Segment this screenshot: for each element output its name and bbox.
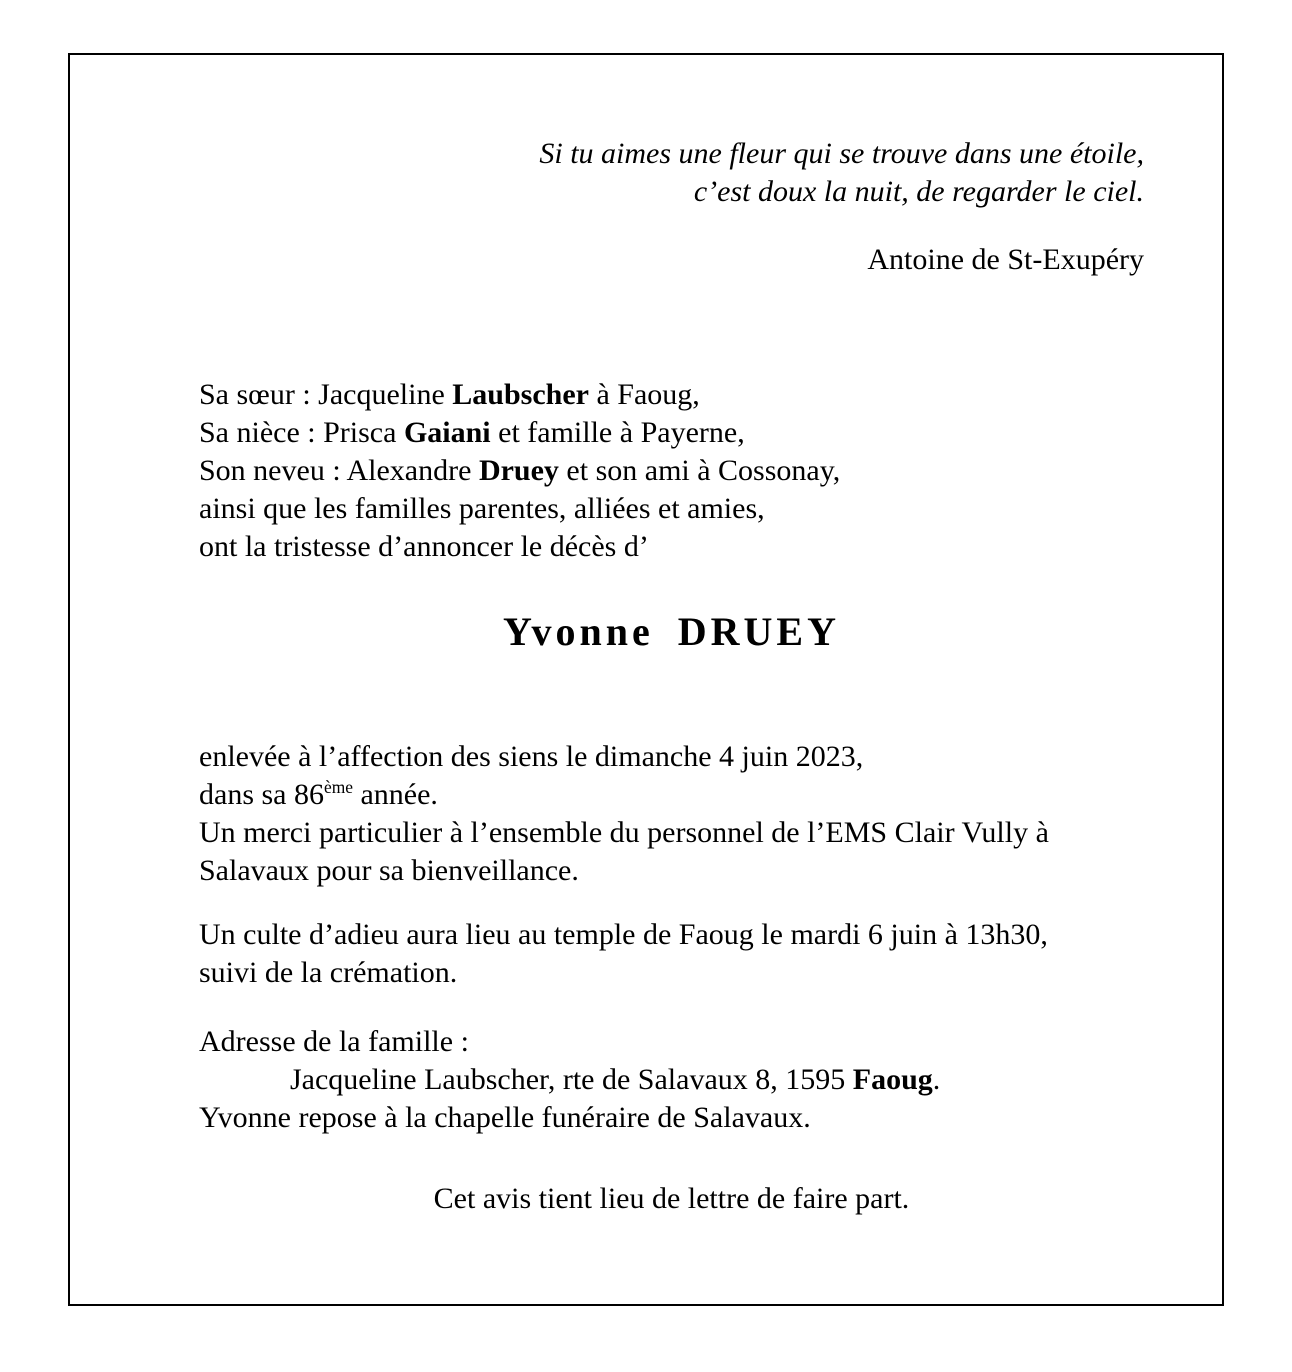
address-label: Adresse de la famille :	[199, 1025, 469, 1058]
family-line-niece-post: et famille à Payerne,	[490, 416, 745, 449]
announcement-age-line	[199, 776, 1144, 814]
family-line-nephew-post: et son ami à Cossonay,	[558, 454, 841, 487]
family-block	[199, 376, 1144, 566]
address-line	[199, 1061, 1144, 1099]
repose-line: Yvonne repose à la chapelle funéraire de Salavaux.	[199, 1101, 811, 1134]
quote-line-2: c’est doux la nuit, de regarder le ciel.	[693, 175, 1144, 208]
family-line-sister-post: à Faoug,	[588, 378, 700, 411]
family-line-announce: ont la tristesse d’annoncer le décès d’	[199, 530, 649, 563]
thanks-line-2: Salavaux pour sa bienveillance.	[199, 854, 579, 887]
thanks-line-1: Un merci particulier à l’ensemble du personnel de l’EMS Clair Vully à	[199, 816, 1049, 849]
family-line-nephew	[199, 452, 1144, 490]
family-line-niece-pre: Sa nièce : Prisca	[199, 416, 404, 449]
family-line-relatives: ainsi que les familles parentes, alliées et amies,	[199, 492, 765, 525]
family-surname-laubscher: Laubscher	[452, 378, 589, 411]
quote-block	[199, 135, 1144, 211]
age-ordinal-superscript: ème	[323, 777, 353, 797]
ceremony-line-2: suivi de la crémation.	[199, 956, 458, 989]
address-line-pre: Jacqueline Laubscher, rte de Salavaux 8, 1595	[290, 1063, 853, 1096]
ceremony-line-1: Un culte d’adieu aura lieu au temple de Faoug le mardi 6 juin à 13h30,	[199, 918, 1048, 951]
announcement-date-line: enlevée à l’affection des siens le dimanche 4 juin 2023,	[199, 740, 864, 773]
age-line-post: année.	[352, 778, 438, 811]
announcement-block	[199, 738, 1144, 890]
family-line-sister-pre: Sa sœur : Jacqueline	[199, 378, 453, 411]
quote-attribution: Antoine de St-Exupéry	[867, 243, 1144, 276]
family-line-niece	[199, 414, 1144, 452]
closing-line: Cet avis tient lieu de lettre de faire part.	[433, 1182, 910, 1215]
notice-sheet	[68, 53, 1224, 1306]
deceased-name-title: Yvonne DRUEY	[503, 609, 840, 654]
address-line-post: .	[932, 1063, 941, 1096]
family-line-sister	[199, 376, 1144, 414]
notice-content	[70, 55, 1222, 1218]
family-line-nephew-pre: Son neveu : Alexandre	[199, 454, 479, 487]
address-block	[199, 1023, 1144, 1137]
ceremony-block	[199, 916, 1144, 992]
quote-line-1: Si tu aimes une fleur qui se trouve dans une étoile,	[539, 137, 1144, 170]
family-surname-druey: Druey	[478, 454, 559, 487]
address-town-bold: Faoug	[852, 1063, 933, 1096]
age-line-pre: dans sa 86	[199, 778, 324, 811]
family-surname-gaiani: Gaiani	[403, 416, 491, 449]
